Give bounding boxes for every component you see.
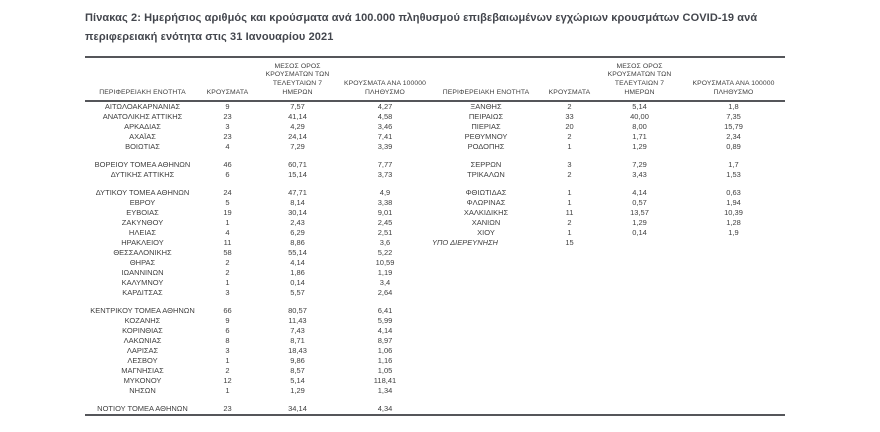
table-header — [85, 63, 785, 101]
region-cell: ΑΧΑΪΑΣ — [129, 131, 156, 141]
value-cell: 2,34 — [726, 131, 741, 141]
region-cell: ΗΡΑΚΛΕΙΟΥ — [121, 237, 164, 247]
value-cell: 1,19 — [377, 267, 393, 277]
value-cell — [542, 316, 597, 326]
value-cell: 11,43 — [288, 315, 307, 325]
value-cell: 1 — [225, 277, 230, 287]
value-cell: 4 — [225, 141, 230, 151]
value-cell: 58 — [223, 247, 232, 257]
value-cell: 7,41 — [377, 131, 393, 141]
region-cell: ΦΛΩΡΙΝΑΣ — [466, 197, 506, 207]
value-cell — [597, 356, 682, 366]
value-cell — [542, 356, 597, 366]
header-region-right: ΠΕΡΙΦΕΡΕΙΑΚΗ ΕΝΟΤΗΤΑ — [430, 63, 542, 101]
value-cell: 24 — [223, 187, 232, 197]
region-cell: ΚΟΡΙΝΘΙΑΣ — [122, 325, 163, 335]
value-cell: 24,14 — [288, 131, 307, 141]
value-cell — [542, 404, 597, 415]
region-cell: ΒΟΡΕΙΟΥ ΤΟΜΕΑ ΑΘΗΝΩΝ — [94, 159, 191, 169]
value-cell: 10,59 — [375, 257, 395, 267]
value-cell — [597, 268, 682, 278]
value-cell — [597, 366, 682, 376]
value-cell: 7,35 — [726, 111, 741, 121]
value-cell: 1,9 — [728, 227, 739, 237]
region-cell: ΘΗΡΑΣ — [129, 257, 156, 267]
region-cell: ΑΙΤΩΛΟΑΚΑΡΝΑΝΙΑΣ — [104, 101, 181, 111]
region-cell: ΡΕΘΥΜΝΟΥ — [464, 131, 508, 141]
value-cell — [597, 404, 682, 415]
header-cases-right: ΚΡΟΥΣΜΑΤΑ — [542, 63, 597, 101]
value-cell — [542, 366, 597, 376]
value-cell: 2,51 — [377, 227, 393, 237]
covid-region-table — [85, 63, 785, 416]
value-cell: 8,14 — [290, 197, 305, 207]
region-cell: ΝΟΤΙΟΥ ΤΟΜΕΑ ΑΘΗΝΩΝ — [85, 404, 200, 415]
table-row — [85, 160, 785, 170]
value-cell: 3 — [225, 121, 230, 131]
region-cell — [430, 258, 542, 268]
value-cell: 6,41 — [377, 305, 393, 315]
table-row — [85, 404, 785, 415]
value-cell: 1,86 — [290, 267, 305, 277]
value-cell — [597, 278, 682, 288]
value-cell: 20 — [565, 121, 574, 131]
spacer-row — [85, 396, 785, 404]
table-row — [85, 366, 785, 376]
value-cell — [682, 288, 785, 298]
table-row — [85, 238, 785, 248]
table-row — [85, 122, 785, 132]
value-cell: 9,01 — [377, 207, 393, 217]
value-cell: 1,28 — [726, 217, 741, 227]
value-cell — [682, 278, 785, 288]
region-cell: ΠΕΙΡΑΙΩΣ — [468, 111, 504, 121]
value-cell — [597, 288, 682, 298]
value-cell: 55,14 — [288, 247, 307, 257]
value-cell: 8,86 — [290, 237, 305, 247]
value-cell: 4,9 — [379, 187, 391, 197]
value-cell: 7,57 — [290, 101, 305, 111]
value-cell: 2 — [567, 131, 572, 141]
value-cell — [682, 258, 785, 268]
region-cell: ΔΥΤΙΚΗΣ ΑΤΤΙΚΗΣ — [110, 169, 175, 179]
page-title: Πίνακας 2: Ημερήσιος αριθμός και κρούσματα ανά 100.000 πληθυσμού επιβεβαιωμένων εγχώριων κρουσμάτων COVID-19 ανά περιφερειακή ενότητα στις 31 Ιανουαρίου 2021 — [85, 12, 758, 44]
table-row — [85, 208, 785, 218]
value-cell: 4,34 — [340, 404, 430, 415]
table-row — [85, 132, 785, 142]
value-cell: 66 — [223, 305, 232, 315]
value-cell — [597, 386, 682, 396]
value-cell — [682, 306, 785, 316]
value-cell — [597, 336, 682, 346]
value-cell — [542, 268, 597, 278]
region-cell: ΛΑΚΩΝΙΑΣ — [123, 335, 162, 345]
value-cell: 34,14 — [255, 404, 340, 415]
value-cell: 2 — [567, 217, 572, 227]
table-row — [85, 356, 785, 366]
value-cell: 5,57 — [290, 287, 305, 297]
spacer-cell — [85, 180, 785, 188]
value-cell: 40,00 — [630, 111, 649, 121]
table-row — [85, 376, 785, 386]
value-cell: 1 — [225, 385, 230, 395]
table-row — [85, 258, 785, 268]
value-cell: 1,7 — [728, 159, 739, 169]
table-row — [85, 336, 785, 346]
region-cell: ΧΙΟΥ — [477, 227, 495, 237]
table-row — [85, 288, 785, 298]
value-cell: 11 — [565, 207, 574, 217]
value-cell: 23 — [223, 111, 232, 121]
value-cell — [682, 376, 785, 386]
value-cell — [682, 404, 785, 415]
value-cell: 4,14 — [377, 325, 393, 335]
value-cell: 2,64 — [377, 287, 393, 297]
region-cell: ΣΕΡΡΩΝ — [470, 159, 502, 169]
region-cell: ΦΘΙΩΤΙΔΑΣ — [465, 187, 507, 197]
value-cell: 1 — [225, 217, 230, 227]
value-cell — [542, 258, 597, 268]
value-cell: 1,94 — [726, 197, 741, 207]
header-per-100k-right: ΚΡΟΥΣΜΑΤΑ ΑΝΑ 100000 ΠΛΗΘΥΣΜΟ — [682, 63, 785, 101]
value-cell — [682, 316, 785, 326]
region-cell: ΚΑΡΔΙΤΣΑΣ — [122, 287, 163, 297]
region-cell — [430, 248, 542, 258]
value-cell — [597, 306, 682, 316]
value-cell: 5,99 — [377, 315, 393, 325]
spacer-cell — [85, 396, 785, 404]
table-row — [85, 142, 785, 152]
table-row — [85, 268, 785, 278]
value-cell — [597, 326, 682, 336]
value-cell: 6 — [225, 325, 230, 335]
table-row — [85, 248, 785, 258]
value-cell: 0,89 — [726, 141, 741, 151]
value-cell: 41,14 — [288, 111, 307, 121]
region-cell: ΗΛΕΙΑΣ — [128, 227, 157, 237]
region-cell — [430, 306, 542, 316]
region-cell: ΡΟΔΟΠΗΣ — [467, 141, 505, 151]
region-cell: ΑΡΚΑΔΙΑΣ — [124, 121, 161, 131]
value-cell: 23 — [223, 131, 232, 141]
value-cell — [597, 376, 682, 386]
region-cell — [430, 268, 542, 278]
value-cell — [542, 336, 597, 346]
value-cell: 8,57 — [290, 365, 305, 375]
value-cell: 3 — [225, 287, 230, 297]
value-cell: 6 — [225, 169, 230, 179]
value-cell: 1,16 — [377, 355, 393, 365]
region-cell: ΛΕΣΒΟΥ — [127, 355, 158, 365]
value-cell: 1 — [225, 355, 230, 365]
table-row — [85, 198, 785, 208]
value-cell: 8,00 — [632, 121, 647, 131]
table-row — [85, 101, 785, 112]
value-cell: 9 — [225, 101, 230, 111]
value-cell: 2 — [567, 169, 572, 179]
table-row — [85, 316, 785, 326]
value-cell: 12 — [223, 375, 232, 385]
region-cell: ΛΑΡΙΣΑΣ — [126, 345, 159, 355]
table-row — [85, 170, 785, 180]
value-cell: 2 — [225, 365, 230, 375]
value-cell: 7,77 — [377, 159, 393, 169]
value-cell: 2,45 — [377, 217, 393, 227]
header-region-left: ΠΕΡΙΦΕΡΕΙΑΚΗ ΕΝΟΤΗΤΑ — [85, 63, 200, 101]
value-cell — [682, 356, 785, 366]
region-cell: ΚΟΖΑΝΗΣ — [124, 315, 161, 325]
value-cell — [542, 248, 597, 258]
value-cell: 15,79 — [724, 121, 743, 131]
value-cell: 5,14 — [632, 101, 647, 111]
region-cell — [430, 288, 542, 298]
value-cell: 7,29 — [290, 141, 305, 151]
value-cell: 3,38 — [377, 197, 393, 207]
value-cell: 10,39 — [724, 207, 743, 217]
value-cell: 2,43 — [290, 217, 305, 227]
region-cell: ΕΒΡΟΥ — [129, 197, 156, 207]
value-cell: 1,05 — [377, 365, 393, 375]
value-cell: 8 — [225, 335, 230, 345]
value-cell: 3,73 — [377, 169, 393, 179]
region-cell: ΖΑΚΥΝΘΟΥ — [121, 217, 164, 227]
value-cell: 6,29 — [290, 227, 305, 237]
value-cell — [542, 376, 597, 386]
value-cell — [542, 306, 597, 316]
value-cell: 3,43 — [632, 169, 647, 179]
header-row — [85, 63, 785, 101]
value-cell: 1,53 — [726, 169, 741, 179]
value-cell: 8,97 — [377, 335, 393, 345]
region-cell — [430, 336, 542, 346]
value-cell: 1,29 — [290, 385, 305, 395]
value-cell — [682, 346, 785, 356]
value-cell: 33 — [565, 111, 574, 121]
region-cell: ΧΑΛΚΙΔΙΚΗΣ — [463, 207, 509, 217]
value-cell: 3 — [567, 159, 572, 169]
value-cell: 3,46 — [377, 121, 393, 131]
value-cell — [597, 346, 682, 356]
spacer-row — [85, 298, 785, 306]
value-cell: 80,57 — [288, 305, 307, 315]
region-cell: ΞΑΝΘΗΣ — [470, 101, 502, 111]
value-cell — [542, 346, 597, 356]
value-cell: 4 — [225, 227, 230, 237]
value-cell — [597, 258, 682, 268]
value-cell — [682, 238, 785, 248]
value-cell: 3,4 — [379, 277, 391, 287]
region-cell: ΚΕΝΤΡΙΚΟΥ ΤΟΜΕΑ ΑΘΗΝΩΝ — [90, 305, 195, 315]
region-cell — [430, 386, 542, 396]
value-cell: 4,27 — [377, 101, 393, 111]
region-cell: ΕΥΒΟΙΑΣ — [126, 207, 159, 217]
value-cell: 1,8 — [728, 101, 739, 111]
table-body — [85, 101, 785, 415]
value-cell: 1 — [567, 197, 572, 207]
header-per-100k-left: ΚΡΟΥΣΜΑΤΑ ΑΝΑ 100000 ΠΛΗΘΥΣΜΟ — [340, 63, 430, 101]
value-cell: 4,58 — [377, 111, 393, 121]
value-cell: 2 — [567, 101, 572, 111]
value-cell: 4,14 — [290, 257, 305, 267]
value-cell: 3,6 — [379, 237, 391, 247]
table-row — [85, 228, 785, 238]
value-cell: 1,29 — [632, 141, 647, 151]
value-cell: 0,63 — [726, 187, 741, 197]
value-cell: 7,43 — [290, 325, 305, 335]
region-cell: ΘΕΣΣΑΛΟΝΙΚΗΣ — [113, 247, 172, 257]
region-cell: ΝΗΣΩΝ — [129, 385, 156, 395]
value-cell: 15 — [565, 237, 574, 247]
value-cell: 13,57 — [630, 207, 649, 217]
table-row — [85, 188, 785, 198]
value-cell: 1 — [567, 227, 572, 237]
region-cell: ΚΑΛΥΜΝΟΥ — [121, 277, 164, 287]
value-cell: 2 — [225, 267, 230, 277]
value-cell: 118,41 — [373, 375, 397, 385]
value-cell — [597, 248, 682, 258]
table-row — [85, 218, 785, 228]
value-cell — [542, 288, 597, 298]
region-cell: ΠΙΕΡΙΑΣ — [471, 121, 501, 131]
value-cell: 30,14 — [288, 207, 307, 217]
region-cell: ΑΝΑΤΟΛΙΚΗΣ ΑΤΤΙΚΗΣ — [102, 111, 183, 121]
value-cell — [682, 326, 785, 336]
value-cell: 5 — [225, 197, 230, 207]
table-row — [85, 112, 785, 122]
table-row — [85, 346, 785, 356]
value-cell — [542, 326, 597, 336]
value-cell: 11 — [223, 237, 232, 247]
value-cell — [597, 238, 682, 248]
spacer-cell — [85, 298, 785, 306]
region-cell — [430, 376, 542, 386]
value-cell: 18,43 — [288, 345, 307, 355]
value-cell — [597, 316, 682, 326]
value-cell: 7,29 — [632, 159, 647, 169]
spacer-cell — [85, 152, 785, 160]
value-cell: 60,71 — [288, 159, 307, 169]
region-cell: ΥΠΟ ΔΙΕΡΕΥΝΗΣΗ — [432, 237, 498, 247]
value-cell — [682, 336, 785, 346]
region-cell — [430, 356, 542, 366]
value-cell: 8,71 — [290, 335, 305, 345]
value-cell: 1,06 — [377, 345, 393, 355]
value-cell: 46 — [223, 159, 232, 169]
value-cell: 0,14 — [632, 227, 647, 237]
value-cell: 9,86 — [290, 355, 305, 365]
value-cell: 15,14 — [288, 169, 307, 179]
region-cell: ΜΥΚΟΝΟΥ — [123, 375, 162, 385]
value-cell: 1,34 — [377, 385, 393, 395]
value-cell: 5,22 — [377, 247, 393, 257]
value-cell: 1,29 — [632, 217, 647, 227]
table-row — [85, 278, 785, 288]
spacer-row — [85, 152, 785, 160]
region-cell: ΧΑΝΙΩΝ — [471, 217, 501, 227]
region-cell — [430, 404, 542, 415]
value-cell: 4,29 — [290, 121, 305, 131]
region-cell — [430, 278, 542, 288]
value-cell: 0,57 — [632, 197, 647, 207]
region-cell — [430, 316, 542, 326]
region-cell: ΔΥΤΙΚΟΥ ΤΟΜΕΑ ΑΘΗΝΩΝ — [95, 187, 190, 197]
region-cell: ΒΟΙΩΤΙΑΣ — [125, 141, 160, 151]
value-cell: 0,14 — [290, 277, 305, 287]
value-cell: 3,39 — [377, 141, 393, 151]
value-cell: 1 — [567, 141, 572, 151]
header-7day-average-left: ΜΕΣΟΣ ΟΡΟΣ ΚΡΟΥΣΜΑΤΩΝ ΤΩΝ ΤΕΛΕΥΤΑΙΩΝ 7 ΗΜΕΡΩΝ — [255, 63, 340, 101]
value-cell — [682, 366, 785, 376]
value-cell: 19 — [223, 207, 232, 217]
region-cell — [430, 326, 542, 336]
value-cell: 1 — [567, 187, 572, 197]
table-row — [85, 326, 785, 336]
region-cell — [430, 346, 542, 356]
spacer-row — [85, 180, 785, 188]
region-cell: ΜΑΓΝΗΣΙΑΣ — [121, 365, 164, 375]
value-cell: 2 — [225, 257, 230, 267]
table-row — [85, 386, 785, 396]
header-cases-left: ΚΡΟΥΣΜΑΤΑ — [200, 63, 255, 101]
value-cell — [542, 386, 597, 396]
region-cell: ΤΡΙΚΑΛΩΝ — [467, 169, 505, 179]
value-cell — [542, 278, 597, 288]
region-cell — [430, 366, 542, 376]
title-divider — [85, 56, 785, 58]
value-cell: 5,14 — [290, 375, 305, 385]
value-cell: 23 — [200, 404, 255, 415]
value-cell: 3 — [225, 345, 230, 355]
value-cell — [682, 268, 785, 278]
value-cell: 9 — [225, 315, 230, 325]
value-cell: 47,71 — [288, 187, 307, 197]
value-cell: 4,14 — [632, 187, 647, 197]
header-7day-average-right: ΜΕΣΟΣ ΟΡΟΣ ΚΡΟΥΣΜΑΤΩΝ ΤΩΝ ΤΕΛΕΥΤΑΙΩΝ 7 ΗΜΕΡΩΝ — [597, 63, 682, 101]
table-row — [85, 306, 785, 316]
region-cell: ΙΩΑΝΝΙΝΩΝ — [121, 267, 164, 277]
value-cell: 1,71 — [632, 131, 647, 141]
value-cell — [682, 386, 785, 396]
value-cell — [682, 248, 785, 258]
